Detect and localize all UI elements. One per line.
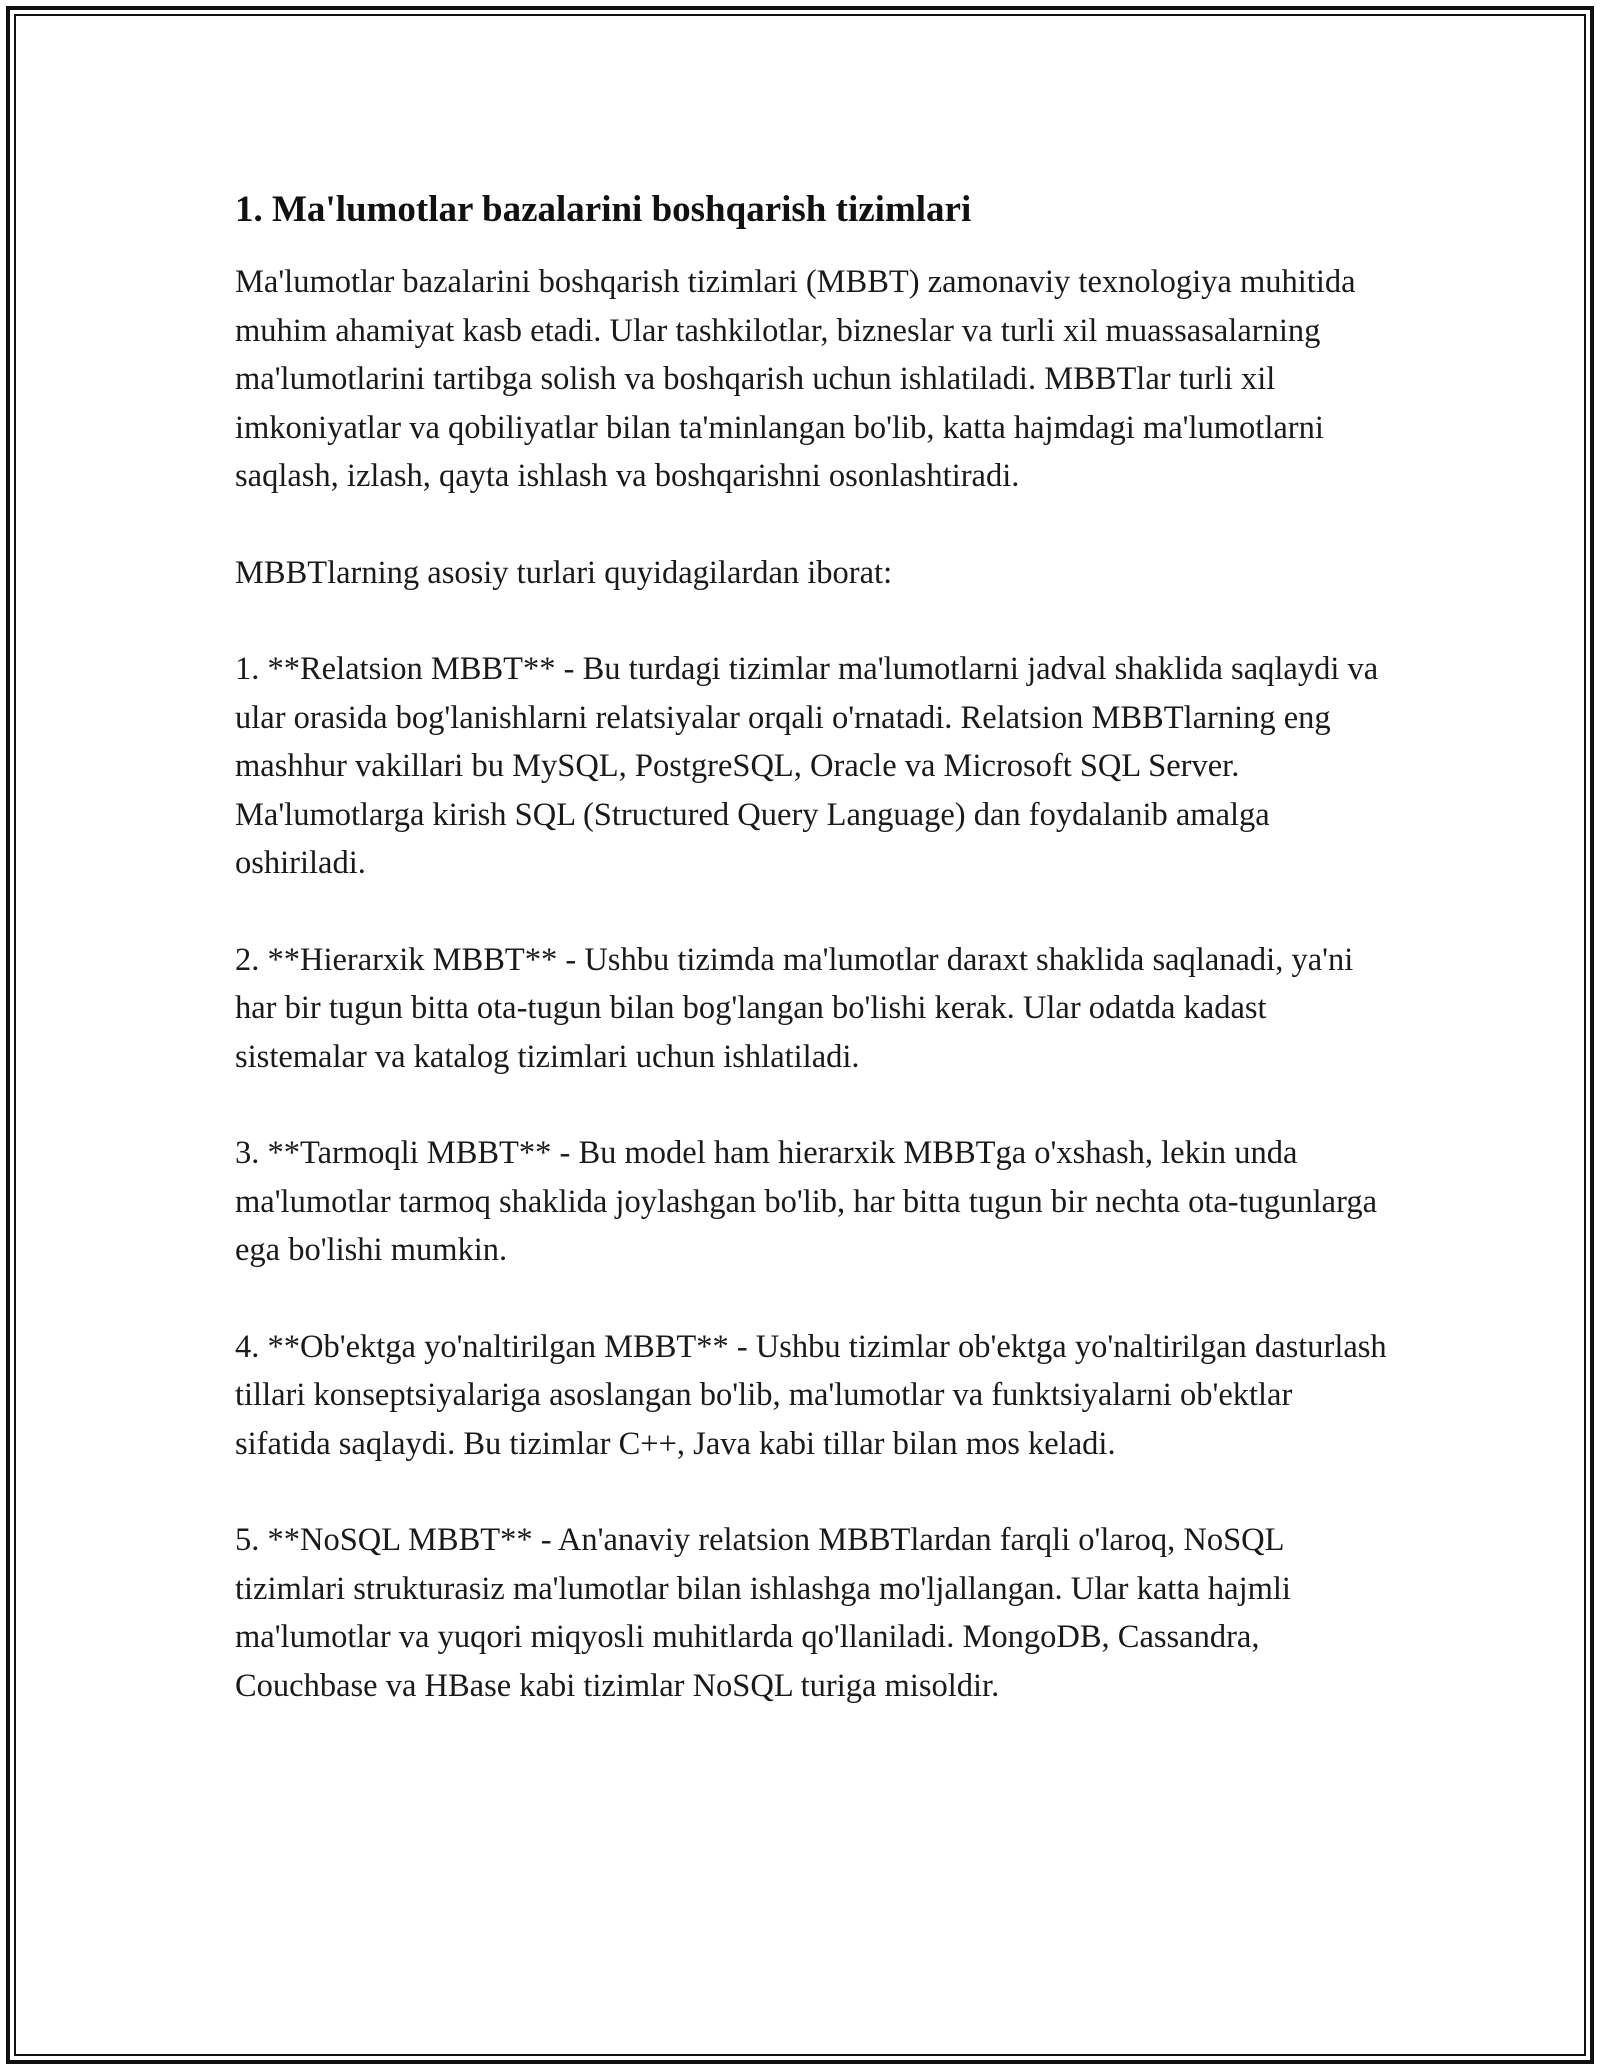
document-body [235, 186, 1395, 1758]
intro-paragraph: Ma'lumotlar bazalarini boshqarish tizimlari (MBBT) zamonaviy texnologiya muhitida muhim ahamiyat kasb etadi. Ular tashkilotlar, bizneslar va turli xil muassasalarning ma'lumotlarini tartibga solish va boshqarish uchun ishlatiladi. MBBTlar turli xil imkoniyatlar va qobiliyatlar bilan ta'minlangan bo'lib, katta hajmdagi ma'lumotlarni saqlash, izlash, qayta ishlash va boshqarishni osonlashtiradi. [235, 264, 1356, 494]
nosql-dbms-paragraph: 5. **NoSQL MBBT** - An'anaviy relatsion MBBTlardan farqli o'laroq, NoSQL tizimlari strukturasiz ma'lumotlar bilan ishlashga mo'ljallangan. Ular katta hajmli ma'lumotlar va yuqori miqyosli muhitlarda qo'llaniladi. MongoDB, Cassandra, Couchbase va HBase kabi tizimlar NoSQL turiga misoldir. [235, 1522, 1291, 1704]
types-heading-paragraph: MBBTlarning asosiy turlari quyidagilardan iborat: [235, 554, 893, 591]
relational-dbms-paragraph: 1. **Relatsion MBBT** - Bu turdagi tizimlar ma'lumotlarni jadval shaklida saqlaydi va ular orasida bog'lanishlarni relatsiyalar orqali o'rnatadi. Relatsion MBBTlarning eng mashhur vakillari bu MySQL, PostgreSQL, Oracle va Microsoft SQL Server. Ma'lumotlarga kirish SQL (Structured Query Language) dan foydalanib amalga oshiriladi. [235, 651, 1379, 881]
hierarchical-dbms-paragraph: 2. **Hierarxik MBBT** - Ushbu tizimda ma'lumotlar daraxt shaklida saqlanadi, ya'ni har bir tugun bitta ota-tugun bilan bog'langan bo'lishi kerak. Ular odatda kadast sistemalar va katalog tizimlari uchun ishlatiladi. [235, 941, 1354, 1075]
document-title: 1. Ma'lumotlar bazalarini boshqarish tizimlari [235, 189, 972, 230]
network-dbms-paragraph: 3. **Tarmoqli MBBT** - Bu model ham hierarxik MBBTga o'xshash, lekin unda ma'lumotlar tarmoq shaklida joylashgan bo'lib, har bitta tugun bir nechta ota-tugunlarga ega bo'lishi mumkin. [235, 1135, 1378, 1268]
object-oriented-dbms-paragraph: 4. **Ob'ektga yo'naltirilgan MBBT** - Ushbu tizimlar ob'ektga yo'naltirilgan dasturlash tillari konseptsiyalariga asoslangan bo'lib, ma'lumotlar va funktsiyalarni ob'ektlar sifatida saqlaydi. Bu tizimlar C++, Java kabi tillar bilan mos keladi. [235, 1328, 1387, 1462]
